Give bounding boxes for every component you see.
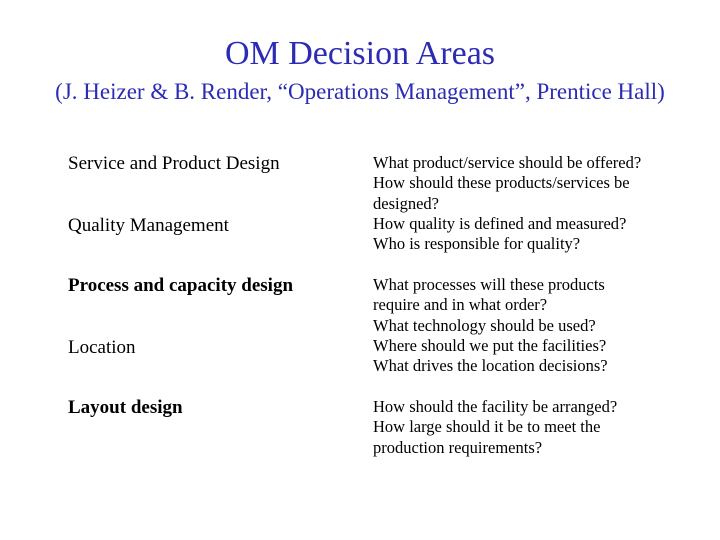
area-process-capacity-design: Process and capacity design [68,275,294,296]
area-quality-management: Quality Management [68,215,229,236]
slide-subtitle: (J. Heizer & B. Render, “Operations Management”, Prentice Hall) [55,79,665,104]
questions-design-quality: What product/service should be offered? How should these products/services be designed? How quality is defined and measured? Who is responsible for quality? [373,153,642,254]
area-service-product-design: Service and Product Design [68,153,280,174]
questions-process-location: What processes will these products require and in what order? What technology should be used? Where should we put the facilities? What drives the location decisions? [373,275,608,376]
area-layout-design: Layout design [68,397,183,418]
questions-layout: How should the facility be arranged? How large should it be to meet the production requirements? [373,397,618,457]
area-location: Location [68,337,136,358]
slide-title: OM Decision Areas [224,35,496,72]
